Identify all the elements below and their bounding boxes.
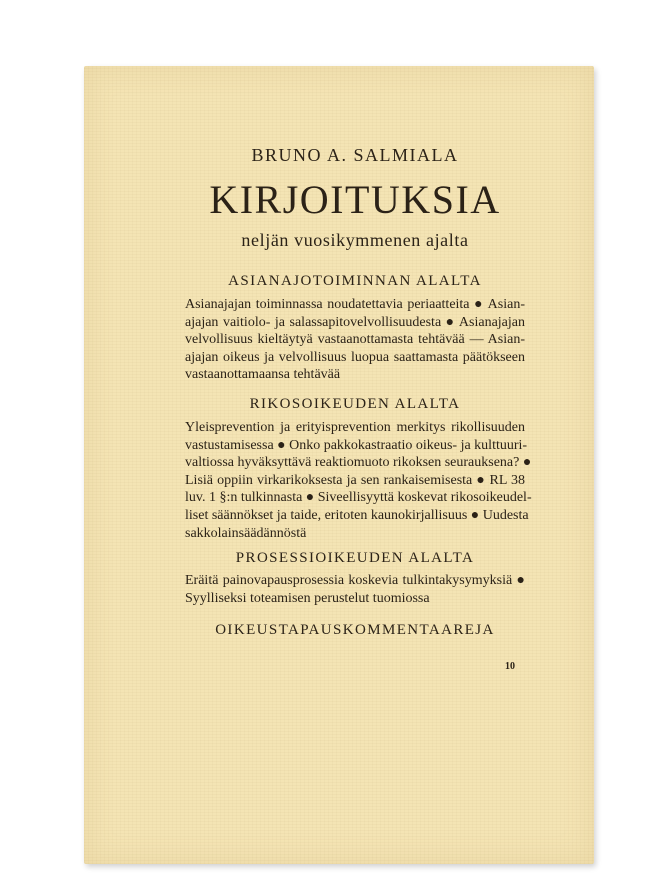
text-line: sakkolainsäädännöstä bbox=[185, 525, 307, 541]
section-heading-oikeustapaus: OIKEUSTAPAUSKOMMENTAAREJA bbox=[215, 622, 495, 638]
author-name: BRUNO A. SALMIALA bbox=[251, 145, 459, 165]
section-heading-asianajo: ASIANAJOTOIMINNAN ALALTA bbox=[228, 273, 482, 289]
section-body-rikos bbox=[185, 419, 532, 542]
section-heading-prosessi: PROSESSIOIKEUDEN ALALTA bbox=[235, 550, 475, 566]
text-line: Asianajajan toiminnassa noudatettavia periaatteita ● Asian- bbox=[185, 297, 525, 312]
book-subtitle: neljän vuosikymmenen ajalta bbox=[241, 230, 469, 250]
text-line: liset säännökset ja taide, eritoten kaunokirjallisuus ● Uudesta bbox=[185, 507, 529, 523]
text-line: ajajan oikeus ja velvollisuus luopua saattamasta päätökseen bbox=[185, 349, 525, 365]
text-line: valtiossa hyväksyttävä reaktiomuoto rikoksen seurauksena? ● bbox=[185, 455, 532, 471]
text-line: velvollisuus kieltäytyä vastaanottamasta tehtävää — Asian- bbox=[185, 332, 525, 348]
text-line: Syylliseksi toteamisen perustelut tuomiossa bbox=[185, 590, 430, 606]
section-heading-rikos: RIKOSOIKEUDEN ALALTA bbox=[249, 396, 461, 412]
text-line: Lisiä oppiin virkarikoksesta ja sen rankaisemisesta ● RL 38 bbox=[185, 472, 525, 488]
text-line: luv. 1 §:n tulkinnasta ● Siveellisyyttä koskevat rikosoikeudel- bbox=[185, 490, 532, 506]
text-line: ajajan vaitiolo- ja salassapitovelvollisuudesta ● Asianajajan bbox=[185, 314, 525, 330]
text-line: Yleisprevention ja erityisprevention merkitys rikollisuuden bbox=[185, 420, 525, 435]
section-body-prosessi bbox=[185, 572, 525, 607]
text-line: vastustamisessa ● Onko pakkokastraatio oikeus- ja kulttuuri- bbox=[185, 437, 528, 453]
text-line: vastaanottamaansa tehtävää bbox=[185, 367, 341, 383]
page-number: 10 bbox=[505, 661, 515, 672]
book-title: KIRJOITUKSIA bbox=[209, 177, 501, 222]
text-line: Eräitä painovapausprosessia koskevia tulkintakysymyksiä ● bbox=[185, 573, 525, 588]
section-body-asianajo bbox=[185, 296, 525, 384]
